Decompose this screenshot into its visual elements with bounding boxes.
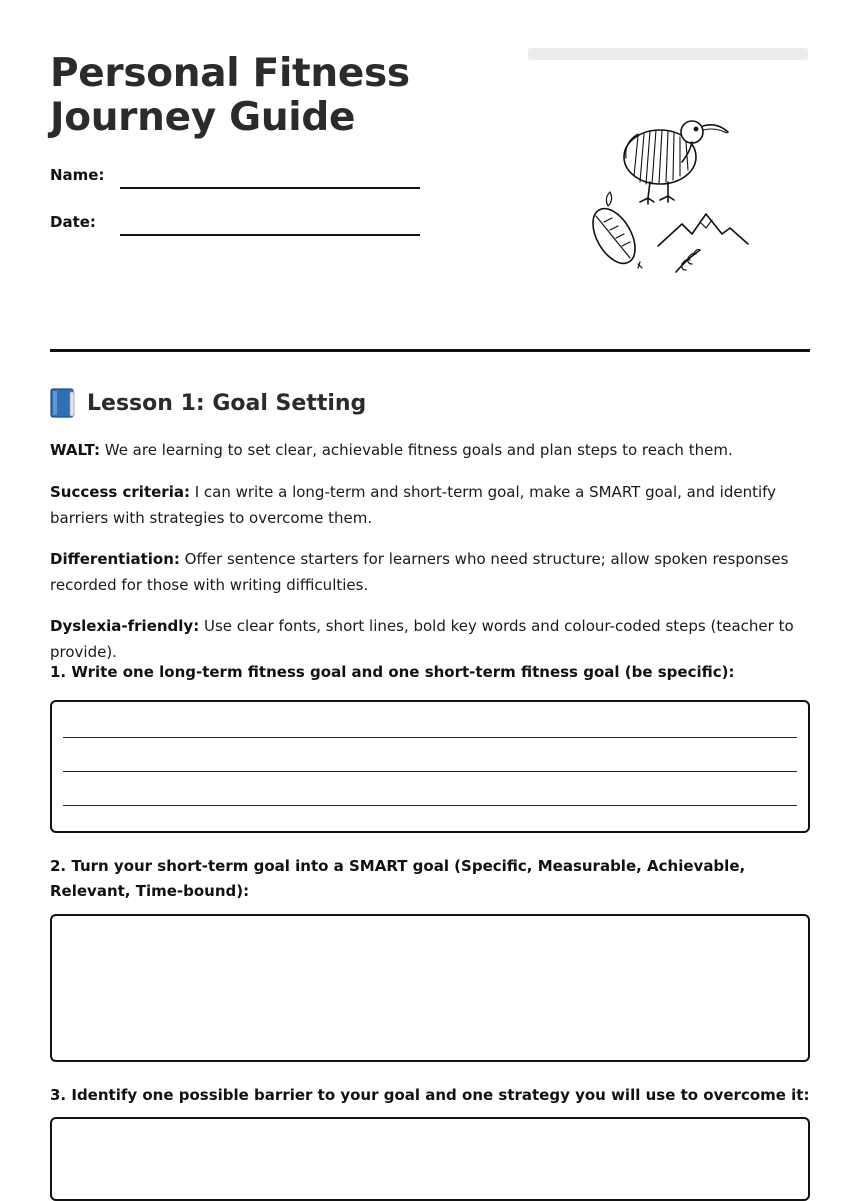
writing-line <box>63 737 797 738</box>
differentiation-paragraph <box>50 546 820 598</box>
fern-icon <box>676 249 700 272</box>
dyslexia-label: Dyslexia-friendly: <box>50 617 200 635</box>
mountains-icon <box>658 214 748 246</box>
kiwi-bird-icon <box>624 121 728 204</box>
kiwi-illustration <box>582 112 762 282</box>
success-criteria-text: I can write a long-term and short-term goal, make a SMART goal, and identify barriers with strategies to overcome them. <box>50 483 777 527</box>
name-label: Name: <box>50 166 105 184</box>
question-1: 1. Write one long-term fitness goal and one short-term fitness goal (be specific): <box>50 663 735 681</box>
title-line-1: Personal Fitness <box>50 51 410 96</box>
answer-box-1[interactable] <box>50 700 810 833</box>
dyslexia-text: Use clear fonts, short lines, bold key words and colour-coded steps (teacher to provide). <box>50 617 794 661</box>
answer-box-3[interactable] <box>50 1117 810 1201</box>
rugby-ball-icon <box>584 192 643 270</box>
name-field[interactable] <box>120 187 420 189</box>
answer-box-2[interactable] <box>50 914 810 1062</box>
success-criteria-label: Success criteria: <box>50 483 190 501</box>
lesson-heading <box>50 388 366 418</box>
writing-line <box>63 771 797 772</box>
walt-paragraph <box>50 437 820 463</box>
differentiation-label: Differentiation: <box>50 550 180 568</box>
differentiation-text: Offer sentence starters for learners who need structure; allow spoken responses recorded for those with writing difficulties. <box>50 550 789 594</box>
question-2: 2. Turn your short-term goal into a SMART goal (Specific, Measurable, Achievable, Relevant, Time-bound): <box>50 857 746 900</box>
page-title <box>50 52 410 140</box>
book-icon <box>50 388 76 418</box>
section-divider <box>50 349 810 352</box>
success-criteria-paragraph <box>50 479 820 531</box>
lesson-title: Lesson 1: Goal Setting <box>87 390 367 416</box>
writing-line <box>63 805 797 806</box>
dyslexia-paragraph <box>50 613 820 665</box>
walt-label: WALT: <box>50 441 100 459</box>
question-3: 3. Identify one possible barrier to your goal and one strategy you will use to overcome it: <box>50 1086 810 1104</box>
title-line-2: Journey Guide <box>50 95 356 140</box>
date-label: Date: <box>50 213 96 231</box>
walt-text: We are learning to set clear, achievable fitness goals and plan steps to reach them. <box>99 441 733 459</box>
faint-watermark <box>528 46 808 62</box>
date-field[interactable] <box>120 234 420 236</box>
